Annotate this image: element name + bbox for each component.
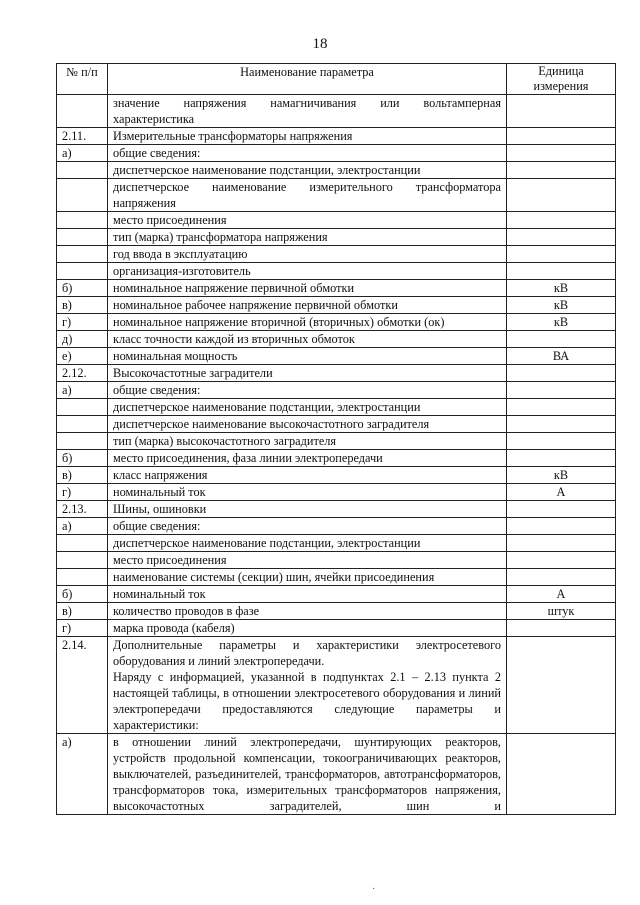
row-unit xyxy=(507,382,616,399)
table-row xyxy=(57,348,616,365)
row-unit: кВ xyxy=(507,314,616,331)
row-unit xyxy=(507,416,616,433)
row-unit xyxy=(507,637,616,734)
row-num xyxy=(57,433,108,450)
row-num: а) xyxy=(57,518,108,535)
row-num xyxy=(57,535,108,552)
row-unit xyxy=(507,229,616,246)
table-row xyxy=(57,229,616,246)
row-num: б) xyxy=(57,450,108,467)
table-row xyxy=(57,280,616,297)
table-row xyxy=(57,552,616,569)
row-unit: кВ xyxy=(507,467,616,484)
row-name: класс напряжения xyxy=(108,467,507,484)
table-row xyxy=(57,179,616,212)
row-unit xyxy=(507,535,616,552)
row-num: 2.13. xyxy=(57,501,108,518)
row-num: г) xyxy=(57,314,108,331)
row-name: в отношении линий электропередачи, шунтирующих реакторов, устройств продольной компенсации, токоограничивающих реакторов, выключателей, разъединителей, трансформаторов, автотрансформаторов, трансформаторов тока, измерительных трансформаторов напряжения, высокочастотных заградителей, шин и xyxy=(108,734,507,815)
row-unit xyxy=(507,450,616,467)
row-name: общие сведения: xyxy=(108,145,507,162)
row-unit xyxy=(507,734,616,815)
row-unit xyxy=(507,552,616,569)
row-unit xyxy=(507,246,616,263)
row-num: а) xyxy=(57,734,108,815)
row-name: номинальный ток xyxy=(108,586,507,603)
table-row xyxy=(57,246,616,263)
scan-mark: · xyxy=(372,884,376,895)
table-row xyxy=(57,501,616,518)
row-unit: ВА xyxy=(507,348,616,365)
row-unit xyxy=(507,128,616,145)
row-name xyxy=(108,637,507,734)
row-unit xyxy=(507,95,616,128)
table-row xyxy=(57,382,616,399)
table-row xyxy=(57,518,616,535)
row-name: диспетчерское наименование подстанции, электростанции xyxy=(108,162,507,179)
row-unit xyxy=(507,212,616,229)
table-row xyxy=(57,128,616,145)
row-num: д) xyxy=(57,331,108,348)
row-unit xyxy=(507,162,616,179)
table-row xyxy=(57,416,616,433)
row-num xyxy=(57,229,108,246)
row-name: место присоединения, фаза линии электропередачи xyxy=(108,450,507,467)
row-num: в) xyxy=(57,603,108,620)
row-unit xyxy=(507,179,616,212)
paragraph-detail: Наряду с информацией, указанной в подпунктах 2.1 – 2.13 пункта 2 настоящей таблицы, в отношении электросетевого оборудования и линий электропередачи предоставляются следующие параметры и характеристики: xyxy=(113,670,501,732)
row-name: номинальное напряжение первичной обмотки xyxy=(108,280,507,297)
table-row xyxy=(57,450,616,467)
row-name: Высокочастотные заградители xyxy=(108,365,507,382)
row-name: номинальная мощность xyxy=(108,348,507,365)
header-num: № п/п xyxy=(57,64,108,95)
row-name: количество проводов в фазе xyxy=(108,603,507,620)
row-num: г) xyxy=(57,620,108,637)
row-name: тип (марка) трансформатора напряжения xyxy=(108,229,507,246)
table-row xyxy=(57,586,616,603)
table-row xyxy=(57,535,616,552)
row-name: диспетчерское наименование подстанции, электростанции xyxy=(108,535,507,552)
row-name: год ввода в эксплуатацию xyxy=(108,246,507,263)
row-num xyxy=(57,246,108,263)
row-unit: кВ xyxy=(507,280,616,297)
row-name: номинальное рабочее напряжение первичной обмотки xyxy=(108,297,507,314)
row-name: диспетчерское наименование измерительного трансформатора напряжения xyxy=(108,179,507,212)
row-name: номинальное напряжение вторичной (вторичных) обмотки (ок) xyxy=(108,314,507,331)
row-num xyxy=(57,95,108,128)
row-unit xyxy=(507,569,616,586)
row-num xyxy=(57,399,108,416)
table-row xyxy=(57,314,616,331)
row-name: номинальный ток xyxy=(108,484,507,501)
row-name: организация-изготовитель xyxy=(108,263,507,280)
table-row xyxy=(57,433,616,450)
row-num: е) xyxy=(57,348,108,365)
page-number: 18 xyxy=(312,36,328,52)
table-row-2-14 xyxy=(57,637,616,734)
row-name: диспетчерское наименование высокочастотного заградителя xyxy=(108,416,507,433)
row-unit xyxy=(507,145,616,162)
table-body xyxy=(57,95,616,637)
row-num: в) xyxy=(57,467,108,484)
row-name: наименование системы (секции) шин, ячейки присоединения xyxy=(108,569,507,586)
row-unit xyxy=(507,518,616,535)
table-row-2-14-a xyxy=(57,734,616,815)
row-num: 2.11. xyxy=(57,128,108,145)
row-name: тип (марка) высокочастотного заградителя xyxy=(108,433,507,450)
table-row xyxy=(57,365,616,382)
row-name: Измерительные трансформаторы напряжения xyxy=(108,128,507,145)
table-row xyxy=(57,569,616,586)
row-name: марка провода (кабеля) xyxy=(108,620,507,637)
row-name: общие сведения: xyxy=(108,518,507,535)
row-unit xyxy=(507,365,616,382)
row-name: значение напряжения намагничивания или вольтамперная характеристика xyxy=(108,95,507,128)
row-num xyxy=(57,212,108,229)
row-unit xyxy=(507,620,616,637)
table-row xyxy=(57,620,616,637)
row-num xyxy=(57,552,108,569)
row-name: общие сведения: xyxy=(108,382,507,399)
paragraph-intro: Дополнительные параметры и характеристики электросетевого оборудования и линий электропередачи. xyxy=(113,638,501,668)
row-unit: штук xyxy=(507,603,616,620)
row-name: место присоединения xyxy=(108,552,507,569)
row-unit: кВ xyxy=(507,297,616,314)
row-unit: А xyxy=(507,586,616,603)
row-name: место присоединения xyxy=(108,212,507,229)
header-name: Наименование параметра xyxy=(108,64,507,95)
row-num: б) xyxy=(57,586,108,603)
row-unit xyxy=(507,501,616,518)
table-row xyxy=(57,331,616,348)
table-header-row xyxy=(57,64,616,95)
row-unit: А xyxy=(507,484,616,501)
row-num xyxy=(57,416,108,433)
parameters-table xyxy=(56,63,616,815)
table-row xyxy=(57,467,616,484)
row-num xyxy=(57,263,108,280)
table-row xyxy=(57,162,616,179)
row-num: б) xyxy=(57,280,108,297)
table-row xyxy=(57,95,616,128)
row-num: г) xyxy=(57,484,108,501)
row-unit xyxy=(507,433,616,450)
row-num xyxy=(57,162,108,179)
row-num: в) xyxy=(57,297,108,314)
table-row xyxy=(57,297,616,314)
table-row xyxy=(57,484,616,501)
row-num xyxy=(57,179,108,212)
row-name: Шины, ошиновки xyxy=(108,501,507,518)
row-name: диспетчерское наименование подстанции, электростанции xyxy=(108,399,507,416)
table-row xyxy=(57,212,616,229)
table-row xyxy=(57,145,616,162)
row-unit xyxy=(507,331,616,348)
table-row xyxy=(57,399,616,416)
row-num: 2.12. xyxy=(57,365,108,382)
table-row xyxy=(57,263,616,280)
row-num: а) xyxy=(57,382,108,399)
row-unit xyxy=(507,399,616,416)
row-name: класс точности каждой из вторичных обмоток xyxy=(108,331,507,348)
table-row xyxy=(57,603,616,620)
row-unit xyxy=(507,263,616,280)
row-num: а) xyxy=(57,145,108,162)
header-unit: Единица измерения xyxy=(507,64,616,95)
row-num xyxy=(57,569,108,586)
row-num: 2.14. xyxy=(57,637,108,734)
